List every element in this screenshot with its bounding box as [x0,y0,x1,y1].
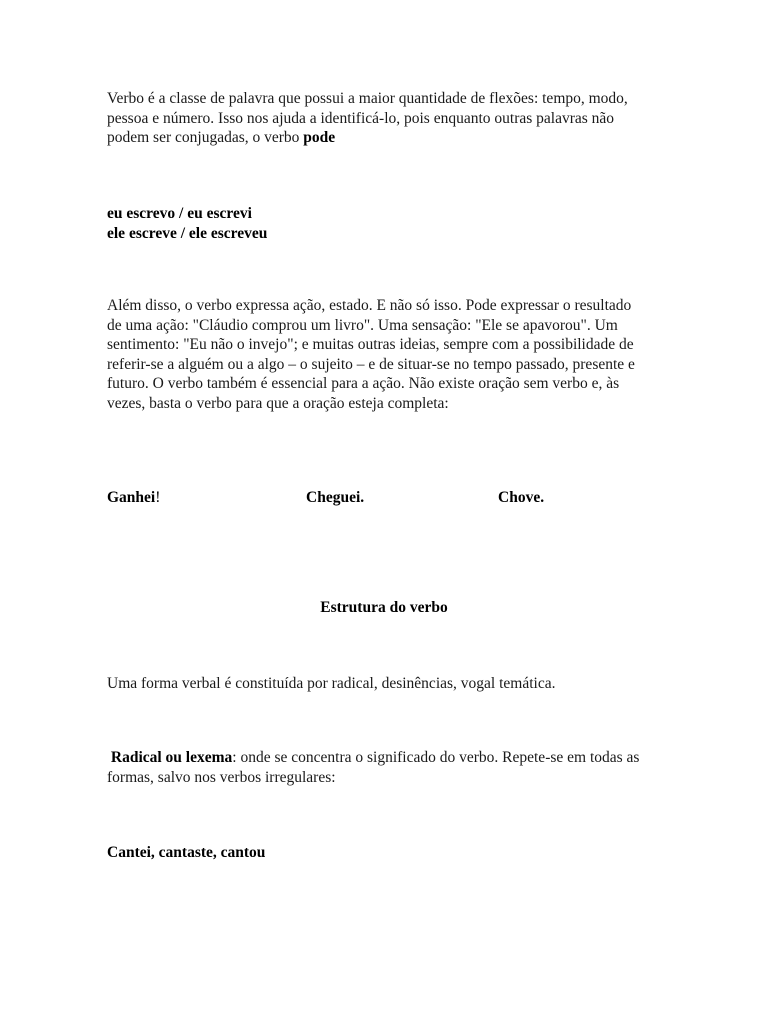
structure-paragraph: Uma forma verbal é constituída por radical, desinências, vogal temática. [107,675,556,692]
section-heading: Estrutura do verbo [320,599,448,616]
verb-example-cheguei: Cheguei. [306,489,365,506]
single-verb-sentences [0,489,768,509]
expression-paragraph: Além disso, o verbo expressa ação, estado. E não só isso. Pode expressar o resultado de uma ação: "Cláudio comprou um livro". Uma sensação: "Ele se apavorou". Um sentimento: "Eu não o invejo"; e muitas outras ideias, sempre com a possibilidade de referir-se a alguém ou a algo – o sujeito – e de situar-se no tempo passado, presente e futuro. O verbo também é essencial para a ação. Não existe oração sem verbo e, às vezes, basta o verbo para que a oração esteja completa: [107,297,635,412]
verb-example-ganhei-word: Ganhei [107,489,156,506]
intro-paragraph [107,89,647,148]
intro-text: Verbo é a classe de palavra que possui a maior quantidade de flexões: tempo, modo, pessoa e número. Isso nos ajuda a identificá-lo, pois enquanto outras palavras não podem ser conjugadas, o verbo [107,90,628,147]
intro-bold-word: pode [303,129,336,147]
radical-term: Radical ou lexema [110,749,233,766]
verb-example-chove: Chove. [498,489,545,506]
conjugation-example-line: ele escreve / ele escreveu [107,224,268,242]
radical-definition: : onde se concentra o significado do verbo. Repete-se em todas as formas, salvo nos verbos irregulares: [107,749,640,786]
conjugation-example-line: eu escrevo / eu escrevi [107,205,252,222]
radical-paragraph [107,748,647,787]
verb-example-ganhei-punct: ! [155,489,161,506]
radical-examples: Cantei, cantaste, cantou [107,844,266,861]
verb-example-ganhei [107,489,160,507]
conjugation-examples [107,204,647,243]
